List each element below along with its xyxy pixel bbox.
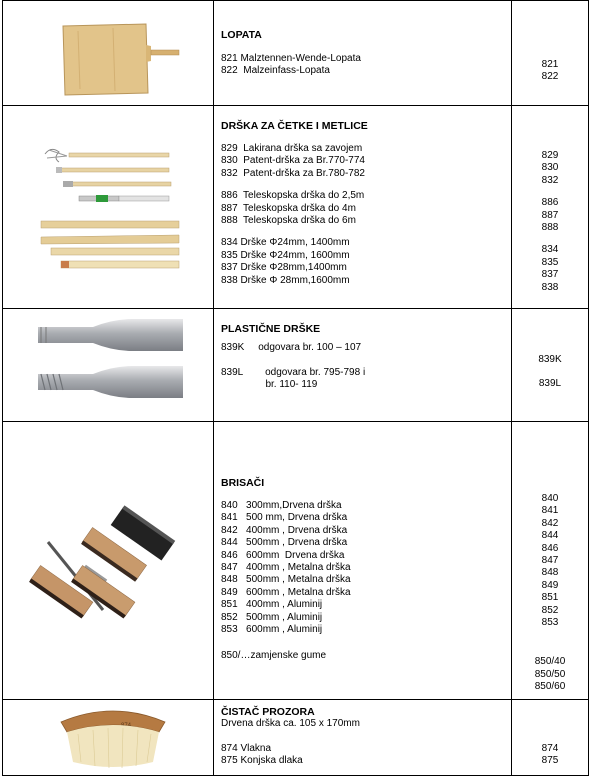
code-cell	[512, 422, 589, 700]
table-row-plastic-handles	[3, 309, 589, 422]
item-line: 839K odgovara br. 100 – 107	[221, 342, 362, 353]
item-code: 886	[541, 197, 559, 209]
image-cell	[3, 700, 214, 776]
item-line: 822 Malzeinfass-Lopata	[221, 65, 330, 77]
description-cell	[214, 309, 512, 422]
item-line: 850/…zamjenske gume	[221, 650, 327, 662]
image-cell	[3, 106, 214, 309]
item-line: 887 Teleskopska drška do 4m	[221, 202, 356, 214]
item-code: 851	[541, 592, 559, 604]
image-cell	[3, 1, 214, 106]
item-line: 849 600mm , Metalna drška	[221, 586, 351, 598]
item-line: 821 Malztennen-Wende-Lopata	[221, 53, 361, 64]
item-line: 847 400mm , Metalna drška	[221, 562, 351, 574]
item-code: 821	[541, 59, 559, 70]
table-row-squeegees	[3, 422, 589, 700]
item-code: 888	[541, 222, 559, 234]
item-code: 846	[541, 542, 559, 554]
code-cell	[512, 106, 589, 309]
item-line: 846 600mm Drvena drška	[221, 549, 345, 561]
product-table	[2, 0, 589, 776]
item-line: 837 Drške Φ28mm,1400mm	[221, 262, 347, 274]
table-row-lopata	[3, 1, 589, 106]
item-line: 840 300mm,Drvena drška	[221, 500, 342, 511]
item-line: 875 Konjska dlaka	[221, 755, 303, 767]
wooden-shovel-image	[3, 1, 213, 105]
item-code: 849	[541, 579, 559, 591]
item-code: 850/60	[534, 681, 566, 693]
item-line	[221, 730, 511, 742]
item-code: 830	[541, 162, 559, 174]
section-title: DRŠKA ZA ČETKE I METLICE	[221, 120, 368, 132]
item-line: 841 500 mm, Drvena drška	[221, 512, 348, 524]
item-code: 875	[541, 755, 559, 767]
description-cell	[214, 106, 512, 309]
description-cell	[214, 422, 512, 700]
item-line: 834 Drške Φ24mm, 1400mm	[221, 237, 350, 249]
item-line: 842 400mm , Drvena drška	[221, 524, 348, 536]
code-cell	[512, 309, 589, 422]
item-line: Drvena drška ca. 105 x 170mm	[221, 718, 360, 729]
item-line: 844 500mm , Drvena drška	[221, 537, 348, 549]
item-code: 853	[541, 617, 559, 629]
item-code: 848	[541, 567, 559, 579]
description-cell	[214, 700, 512, 776]
item-line: 886 Teleskopska drška do 2,5m	[221, 190, 365, 202]
plastic-handles-image	[3, 309, 213, 421]
item-code: 847	[541, 555, 559, 567]
table-row-handles	[3, 106, 589, 309]
table-row-window-brush	[3, 700, 589, 776]
item-code: 887	[541, 209, 559, 221]
item-line: br. 110- 119	[221, 379, 318, 391]
item-line: 851 400mm , Aluminij	[221, 599, 323, 611]
item-line: 848 500mm , Metalna drška	[221, 574, 351, 586]
item-code: 840	[541, 493, 559, 504]
item-line: 839L odgovara br. 795-798 i	[221, 366, 366, 378]
section-title: ČISTAČ PROZORA	[221, 706, 315, 718]
squeegees-image	[3, 422, 213, 699]
image-cell	[3, 309, 214, 422]
item-line: 852 500mm , Aluminij	[221, 611, 323, 623]
item-code: 822	[541, 71, 559, 83]
section-title: PLASTIČNE DRŠKE	[221, 323, 321, 335]
section-title: LOPATA	[221, 29, 262, 41]
window-brush-image	[3, 700, 213, 775]
description-cell	[214, 1, 512, 106]
item-code: 844	[541, 530, 559, 542]
item-code: 839K	[538, 354, 562, 365]
item-code: 838	[541, 281, 559, 293]
item-line: 835 Drške Φ24mm, 1600mm	[221, 249, 350, 261]
item-code: 837	[541, 269, 559, 281]
item-code: 832	[541, 174, 559, 186]
item-code: 834	[541, 244, 559, 256]
brush-handles-image	[3, 106, 213, 308]
code-cell	[512, 700, 589, 776]
item-line: 888 Teleskopska drška do 6m	[221, 215, 356, 227]
item-line: 832 Patent-drška za Br.780-782	[221, 167, 365, 179]
item-line	[221, 354, 511, 366]
image-cell	[3, 422, 214, 700]
item-line: 838 Drške Φ 28mm,1600mm	[221, 274, 350, 286]
item-code: 850/50	[534, 668, 566, 680]
section-title: BRISAČI	[221, 477, 265, 489]
item-line: 874 Vlakna	[221, 742, 272, 754]
item-line: 830 Patent-drška za Br.770-774	[221, 155, 365, 167]
item-line: 853 600mm , Aluminij	[221, 624, 323, 636]
item-code: 850/40	[534, 656, 566, 668]
code-cell	[512, 1, 589, 106]
item-code: 874	[541, 743, 559, 754]
item-code: 852	[541, 604, 559, 616]
item-code: 829	[541, 150, 559, 161]
item-line: 829 Lakirana drška sa zavojem	[221, 143, 363, 154]
item-code: 839L	[538, 378, 562, 390]
item-code: 841	[541, 505, 559, 517]
item-code: 842	[541, 517, 559, 529]
item-code: 835	[541, 256, 559, 268]
